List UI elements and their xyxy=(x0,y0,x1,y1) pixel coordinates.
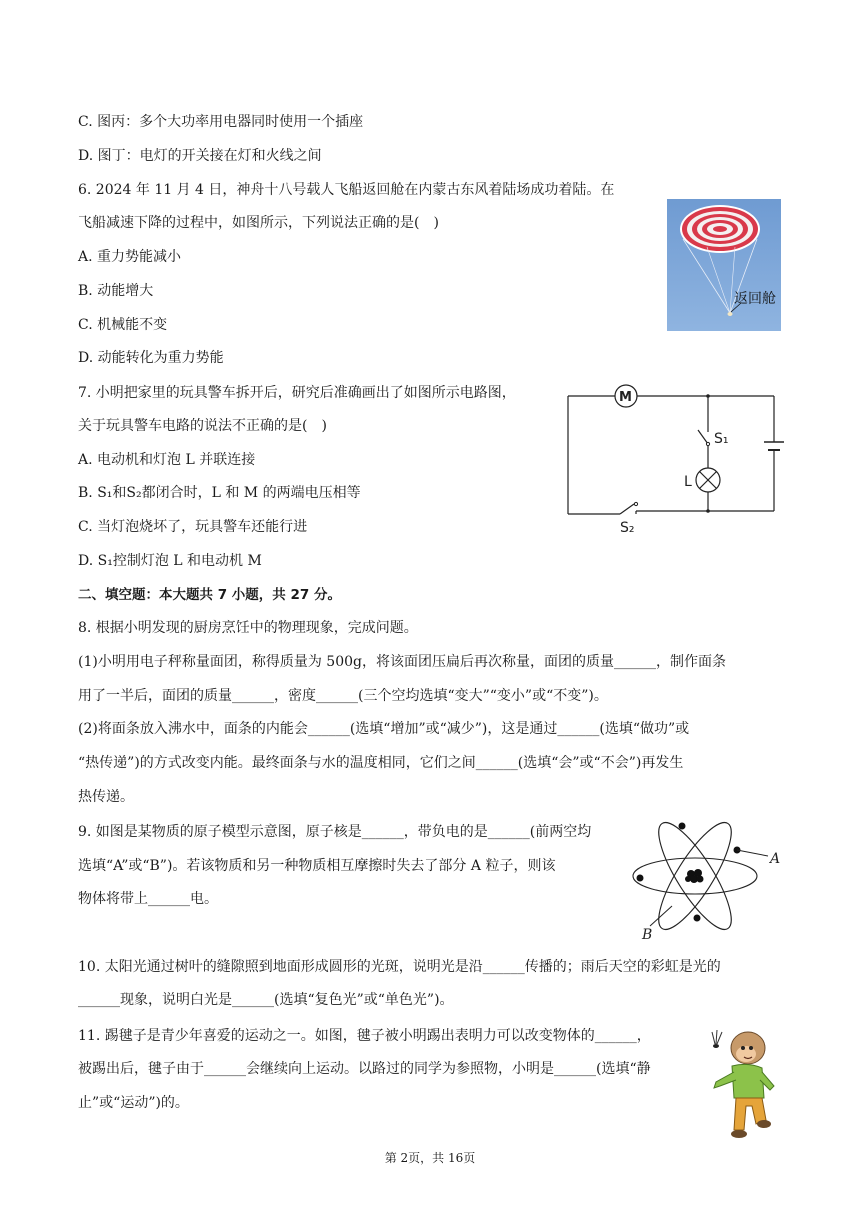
q6-stem-line2: 飞船减速下降的过程中，如图所示，下列说法正确的是( ) xyxy=(78,215,439,231)
q8-line5: “热传递”)的方式改变内能。最终面条与水的温度相同，它们之间______(选填“会”或“不会”)再发生 xyxy=(78,755,684,771)
electron xyxy=(694,915,701,922)
q11-line3: 止”或“运动”)的。 xyxy=(78,1095,189,1111)
q6-option-b: B. 动能增大 xyxy=(78,283,154,299)
q6-option-d: D. 动能转化为重力势能 xyxy=(78,350,224,366)
q6-option-c: C. 机械能不变 xyxy=(78,317,168,333)
q11-line2: 被踢出后，毽子由于______会继续向上运动。以路过的同学为参照物，小明是______(选填“静 xyxy=(78,1061,651,1077)
q10-line1: 10. 太阳光通过树叶的缝隙照到地面形成圆形的光斑，说明光是沿______传播的；雨后天空的彩虹是光的 xyxy=(78,959,721,975)
circuit-svg xyxy=(560,380,785,540)
page-footer: 第 2页，共 16页 xyxy=(384,1151,476,1165)
q8-line6: 热传递。 xyxy=(78,789,134,805)
q8-line2: (1)小明用电子秤称量面团，称得质量为 500g，将该面团压扁后再次称量，面团的质量______，制作面条 xyxy=(78,654,726,670)
section-heading-fill-in: 二、填空题：本大题共 7 小题，共 27 分。 xyxy=(78,587,341,603)
circuit-diagram xyxy=(560,380,785,540)
q6-option-a: A. 重力势能减小 xyxy=(78,249,182,265)
label-a: A xyxy=(770,851,781,867)
atom-model-figure xyxy=(628,818,784,942)
q7-stem-line1: 7. 小明把家里的玩具警车拆开后，研究后准确画出了如图所示电路图， xyxy=(78,385,516,401)
q7-stem-line2: 关于玩具警车电路的说法不正确的是( ) xyxy=(78,418,327,434)
q8-line4: (2)将面条放入沸水中，面条的内能会______(选填“增加”或“减少”)，这是通过______(选填“做功”或 xyxy=(78,721,690,737)
parachute-image xyxy=(667,199,781,331)
electron xyxy=(679,823,686,830)
q9-line2: 选填“A”或“B”)。若该物质和另一种物质相互摩擦时失去了部分 A 粒子，则该 xyxy=(78,858,556,874)
q7-option-b: B. S₁和S₂都闭合时，L 和 M 的两端电压相等 xyxy=(78,485,361,501)
parachute-figure xyxy=(667,199,781,331)
q6-stem-line1: 6. 2024 年 11 月 4 日，神舟十八号载人飞船返回舱在内蒙古东风着陆场成功着陆。在 xyxy=(78,182,615,198)
shuttlecock-kick-figure xyxy=(704,1026,780,1142)
q5-option-d: D. 图丁：电灯的开关接在灯和火线之间 xyxy=(78,148,322,164)
q8-line1: 8. 根据小明发现的厨房烹饪中的物理现象，完成问题。 xyxy=(78,620,418,636)
label-b: B xyxy=(642,927,653,942)
q8-line3: 用了一半后，面团的质量______，密度______(三个空均选填“变大”“变小”或“不变”)。 xyxy=(78,688,608,704)
switch1-label: S₁ xyxy=(714,431,729,447)
electron xyxy=(637,875,644,882)
q5-option-c: C. 图丙：多个大功率用电器同时使用一个插座 xyxy=(78,114,364,130)
motor-label: M xyxy=(619,390,632,405)
shuttlecock-icon xyxy=(712,1030,722,1048)
q10-line2: ______现象，说明白光是______(选填“复色光”或“单色光”)。 xyxy=(78,992,454,1008)
q7-option-a: A. 电动机和灯泡 L 并联连接 xyxy=(78,452,256,468)
atom-model-svg xyxy=(628,818,784,942)
capsule-label: 返回舱 xyxy=(734,291,776,307)
q9-line1: 9. 如图是某物质的原子模型示意图，原子核是______，带负电的是______(前两空均 xyxy=(78,824,592,840)
q7-option-d: D. S₁控制灯泡 L 和电动机 M xyxy=(78,553,262,569)
q11-line1: 11. 踢毽子是青少年喜爱的运动之一。如图，毽子被小明踢出表明力可以改变物体的______， xyxy=(78,1028,651,1044)
switch2-label: S₂ xyxy=(620,520,635,536)
nucleus xyxy=(685,869,704,883)
q7-option-c: C. 当灯泡烧坏了，玩具警车还能行进 xyxy=(78,519,308,535)
cartoon-boy-kicking xyxy=(704,1026,780,1142)
capsule-dot xyxy=(728,312,733,316)
lamp-label: L xyxy=(684,474,692,490)
q9-line3: 物体将带上______电。 xyxy=(78,891,218,907)
